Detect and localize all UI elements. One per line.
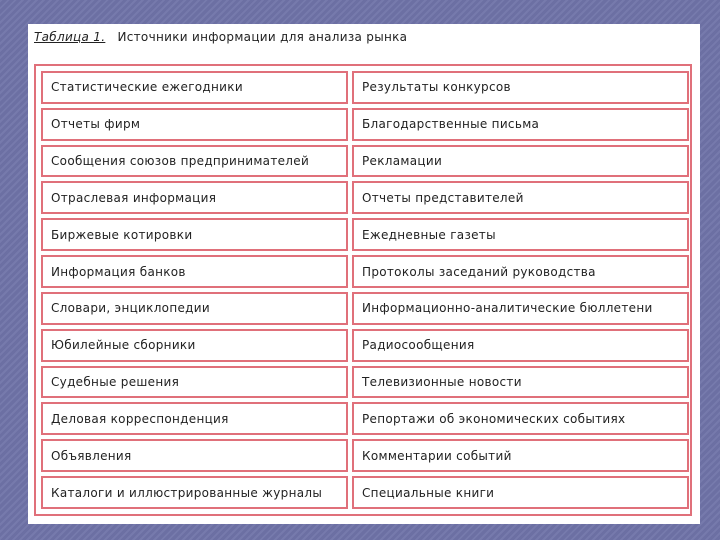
table-cell: Статистические ежегодники (41, 71, 348, 104)
table-cell: Протоколы заседаний руководства (352, 255, 689, 288)
table-cell: Отчеты представителей (352, 181, 689, 214)
table-cell: Благодарственные письма (352, 108, 689, 141)
table-cell: Сообщения союзов предпринимателей (41, 145, 348, 178)
table-cell: Объявления (41, 439, 348, 472)
table-cell: Отчеты фирм (41, 108, 348, 141)
table-cell: Радиосообщения (352, 329, 689, 362)
table-grid (41, 71, 685, 509)
table-cell: Репортажи об экономических событиях (352, 402, 689, 435)
table-caption (34, 30, 407, 44)
sources-table (34, 64, 692, 516)
table-cell: Ежедневные газеты (352, 218, 689, 251)
table-cell: Телевизионные новости (352, 366, 689, 399)
table-title: Источники информации для анализа рынка (117, 30, 408, 44)
table-cell: Судебные решения (41, 366, 348, 399)
table-cell: Деловая корреспонденция (41, 402, 348, 435)
slide-sheet (28, 24, 700, 524)
table-number: Таблица 1. (34, 30, 106, 44)
table-cell: Информация банков (41, 255, 348, 288)
table-cell: Специальные книги (352, 476, 689, 509)
table-cell: Юбилейные сборники (41, 329, 348, 362)
table-cell: Информационно-аналитические бюллетени (352, 292, 689, 325)
table-cell: Каталоги и иллюстрированные журналы (41, 476, 348, 509)
table-cell: Отраслевая информация (41, 181, 348, 214)
table-cell: Комментарии событий (352, 439, 689, 472)
table-cell: Рекламации (352, 145, 689, 178)
table-cell: Биржевые котировки (41, 218, 348, 251)
table-cell: Результаты конкурсов (352, 71, 689, 104)
table-cell: Словари, энциклопедии (41, 292, 348, 325)
